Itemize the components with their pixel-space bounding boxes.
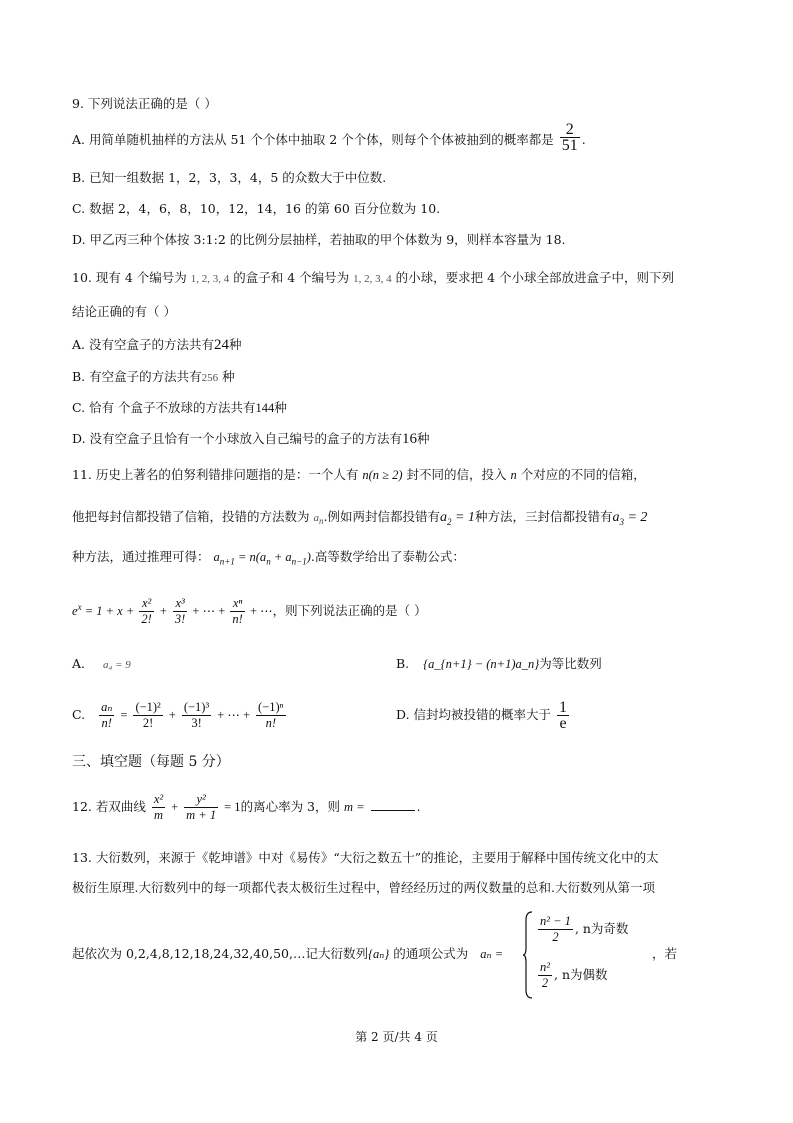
q10-option-d-end: 种 [417, 431, 430, 446]
q9-stem: 9. 下列说法正确的是（ ） [72, 96, 217, 111]
q11-c-lhs-den: n! [101, 716, 112, 730]
q11-option-a [72, 654, 131, 675]
q13-line3-2: 的通项公式为 [393, 946, 469, 961]
q11-tn-den: n! [232, 612, 243, 627]
q11-d-den: e [559, 715, 567, 732]
q13-line3-end: ，若 [652, 946, 678, 961]
q11-taylor-mid: = 1 + x + [81, 604, 138, 619]
q9-option-a [72, 121, 586, 154]
q11-recur-sub2: n−1 [291, 556, 307, 567]
q11-stem-line3 [72, 547, 465, 572]
q12-answer-blank[interactable] [371, 798, 415, 811]
q11-taylor-end: ，则下列说法正确的是（ ） [272, 603, 427, 619]
q11-recur-lhs-sub: n+1 [219, 556, 235, 567]
q11-condition: n(n ≥ 2) [362, 468, 403, 482]
q11-c-tn-num: (−1)ⁿ [258, 700, 284, 714]
q11-a3: a [612, 510, 620, 525]
q11-a2-sub: 2 [446, 516, 452, 527]
q10-option-a-end: 种 [228, 337, 242, 352]
q12-f1-den: m [153, 808, 163, 822]
q10-option-c-end: 种 [274, 400, 287, 415]
q11-c-t1-num: (−1)² [135, 700, 161, 714]
q13-seq: {aₙ} [367, 947, 390, 961]
q11-an-sub: n [319, 516, 324, 527]
q11-option-c: C. $\frac{\text{aₙ}}{n!}$ = $\frac{\text{(−1)²}}{2!}$ + $\frac{\text{(−1)³}}{3!}$ + ⋯ + $\frac{\text{(−1)ⁿ}}{n!}$ [72, 700, 284, 730]
q9-fraction-den: 51 [561, 137, 578, 154]
q10-option-b-end: 种 [222, 369, 235, 384]
q11-line2-3: 种方法，三封信都投错有 [474, 509, 613, 524]
q10-ball-numbers: 1, 2, 3, 4 [353, 273, 392, 285]
q11-option-c-label: C. [72, 707, 86, 722]
q11-option-b-label: B. [396, 656, 410, 671]
q11-taylor-line: $e^x = 1 + x$ + $\frac{\text{x²}}{2!}$ + $\frac{\text{x³}}{3!}$ + ⋯ + $\frac{\text{xⁿ}}{n!}$ + ⋯，则下列说法正确的是（ ） [72, 596, 427, 627]
q13-case2-frac [538, 960, 552, 991]
q11-c-t2-den: 3! [191, 716, 202, 730]
q10-option-a-value: 24 [213, 337, 229, 353]
q13-piecewise [522, 910, 652, 1000]
q11-option-a-value: a₄ = 9 [103, 659, 131, 671]
q10-stem-3: 的小球，要求把 4 个小球全部放进盒子中，则下列 [395, 270, 675, 285]
q11-recur-sub1: n [266, 556, 271, 567]
q11-taylor-term3 [173, 596, 187, 627]
q11-stem-1: 11. 历史上著名的伯努利错排问题指的是：一个人有 [72, 467, 359, 482]
q12-eq: = 1 [224, 800, 241, 814]
q11-c-t1-den: 2! [142, 716, 154, 730]
q13-case2-cond: , n为偶数 [554, 967, 608, 982]
q9-fraction [560, 122, 580, 153]
q11-taylor-e: e [72, 604, 78, 619]
q9-option-a-text: A. 用简单随机抽样的方法从 51 个个体中抽取 2 个个体，则每个个体被抽到的概率都是 [72, 132, 554, 147]
q10-option-d [72, 429, 430, 449]
q11-stem-line2 [72, 507, 647, 532]
q11-taylor-dots: + ⋯ + [189, 604, 229, 619]
q13-case1-num: n² − 1 [540, 914, 571, 928]
q13-line1: 13. 大衍数列，来源于《乾坤谱》中对《易传》“大衍之数五十”的推论，主要用于解释中国传统文化中的太 [72, 850, 659, 865]
q11-stem-2: 封不同的信，投入 [406, 467, 507, 482]
q10-option-a [72, 335, 242, 355]
q10-stem-line2: 结论正确的有（ ） [72, 304, 176, 319]
brace-icon [522, 910, 534, 1000]
q10-option-c [72, 398, 287, 418]
q12-f1-num: x² [153, 792, 164, 806]
q10-box-numbers: 1, 2, 3, 4 [190, 273, 230, 285]
q11-taylor-termn [230, 596, 244, 627]
q11-line3-1: 种方法，通过推理可得： [72, 549, 210, 564]
q10-option-c-text: C. 恰有 个盒子不放球的方法共有 [72, 400, 256, 415]
q11-taylor-term2 [139, 596, 153, 627]
q11-stem-line1 [72, 465, 646, 485]
q11-stem-3: 个对应的不同的信箱， [520, 467, 646, 482]
q11-c-tn-den: n! [265, 716, 277, 730]
q13-line3 [72, 944, 503, 964]
q11-c-lhs-num: aₙ [101, 700, 113, 714]
page-footer: 第 2 页/共 4 页 [355, 1030, 438, 1044]
q11-t3-den: 3! [174, 612, 186, 627]
q9-option-d: D. 甲乙丙三种个体按 3:1:2 的比例分层抽样，若抽取的甲个体数为 9，则样本容量为 18. [72, 232, 566, 247]
q9-option-b: B. 已知一组数据 1，2，3，3，4，5 的众数大于中位数. [72, 170, 387, 185]
q10-option-b-value: 256 [201, 372, 219, 384]
q9-fraction-num: 2 [560, 122, 580, 138]
q13-case-2 [536, 960, 608, 991]
q13-case2-den: 2 [541, 976, 549, 990]
q13-case1-frac [538, 914, 573, 945]
q13-line3-1: 起依次为 0,2,4,8,12,18,24,32,40,50,…记大衍数列 [72, 946, 368, 961]
q11-c-t2-num: (−1)³ [183, 700, 210, 714]
q12-m: m = [343, 800, 365, 814]
q10-option-d-text: D. 没有空盒子且恰有一个小球放入自己编号的盒子的方法有 [72, 431, 403, 446]
q11-c-lhs [99, 700, 114, 731]
q11-a2: a [439, 510, 447, 525]
q11-tn-num: xⁿ [230, 596, 244, 612]
q11-c-termn [256, 700, 286, 731]
q11-taylor-exp: x [77, 602, 82, 612]
q10-option-d-value: 16 [402, 431, 418, 447]
q11-an: a [313, 512, 319, 524]
q10-stem-2: 的盒子和 4 个编号为 [233, 270, 350, 285]
q12-stem-2: 的离心率为 3，则 [240, 799, 340, 814]
q11-line3-2: .高等数学给出了泰勒公式： [310, 549, 465, 564]
q11-d-fraction [557, 700, 569, 731]
q12-fraction-1 [152, 792, 165, 823]
q11-c-term2 [182, 700, 211, 731]
q11-option-b-end: 为等比数列 [539, 656, 602, 671]
q13-line2: 极衍生原理.大衍数列中的每一项都代表太极衍生过程中，曾经经历过的两仪数量的总和.大衍数列从第一项 [72, 880, 655, 895]
q11-a3-value: = 2 [623, 510, 648, 525]
q10-option-b [72, 367, 235, 388]
q13-case1-cond: , n为奇数 [574, 921, 629, 936]
q10-stem [72, 268, 674, 289]
q11-a2-value: = 1 [451, 510, 475, 525]
q11-line2-1: 他把每封信都投错了信箱，投错的方法数为 [72, 509, 310, 524]
q11-a3-sub: 3 [619, 516, 624, 527]
q10-stem-1: 10. 现有 4 个编号为 [72, 270, 187, 285]
q13-an-lhs: aₙ = [480, 947, 504, 961]
q11-line2-2: .例如两封信都投错有 [323, 509, 440, 524]
q12-fraction-2 [184, 792, 218, 823]
q11-n: n [510, 468, 517, 482]
q13-case2-num: n² [540, 960, 550, 974]
q11-recur-mid: + a [270, 550, 292, 564]
q11-recur-lhs: a [213, 550, 220, 564]
q9-option-a-end: . [581, 132, 586, 147]
q11-taylor-tail: + ⋯ [246, 604, 273, 619]
q11-d-num: 1 [559, 699, 568, 716]
q11-option-a-label: A. [72, 656, 86, 671]
q12-stem: 12. 若双曲线 $\frac{\text{x²}}{m}$ + $\frac{\text{y²}}{m + 1}$ = 1的离心率为 3，则 m = . [72, 792, 421, 822]
q12-f2-num: y² [184, 792, 218, 808]
q11-option-d [396, 698, 571, 732]
q10-option-b-text: B. 有空盒子的方法共有 [72, 369, 202, 384]
q12-end: . [416, 799, 421, 814]
q11-t2-num: x² [139, 596, 153, 612]
q9-option-c: C. 数据 2，4，6，8，10，12，14，16 的第 60 百分位数为 10. [72, 201, 441, 216]
q10-option-a-text: A. 没有空盒子的方法共有 [72, 337, 214, 352]
section-title: 三、填空题（每题 5 分） [72, 754, 230, 770]
q10-option-c-value: 144 [255, 401, 275, 415]
q13-case-1 [536, 914, 628, 945]
q11-option-d-label: D. 信封均被投错的概率大于 [396, 707, 552, 722]
q11-option-b [396, 654, 602, 674]
q11-t2-den: 2! [141, 612, 152, 627]
q11-recur-end: ) [306, 550, 311, 564]
q11-t3-num: x³ [173, 596, 187, 612]
q13-case1-den: 2 [552, 930, 559, 944]
q11-option-b-value: {a_{n+1} − (n+1)a_n} [423, 657, 540, 671]
q12-f2-den: m + 1 [186, 808, 217, 822]
q11-recur-rhs: = n(a [234, 550, 267, 564]
q12-stem-1: 12. 若双曲线 [72, 799, 146, 814]
q11-c-term1 [133, 700, 162, 731]
